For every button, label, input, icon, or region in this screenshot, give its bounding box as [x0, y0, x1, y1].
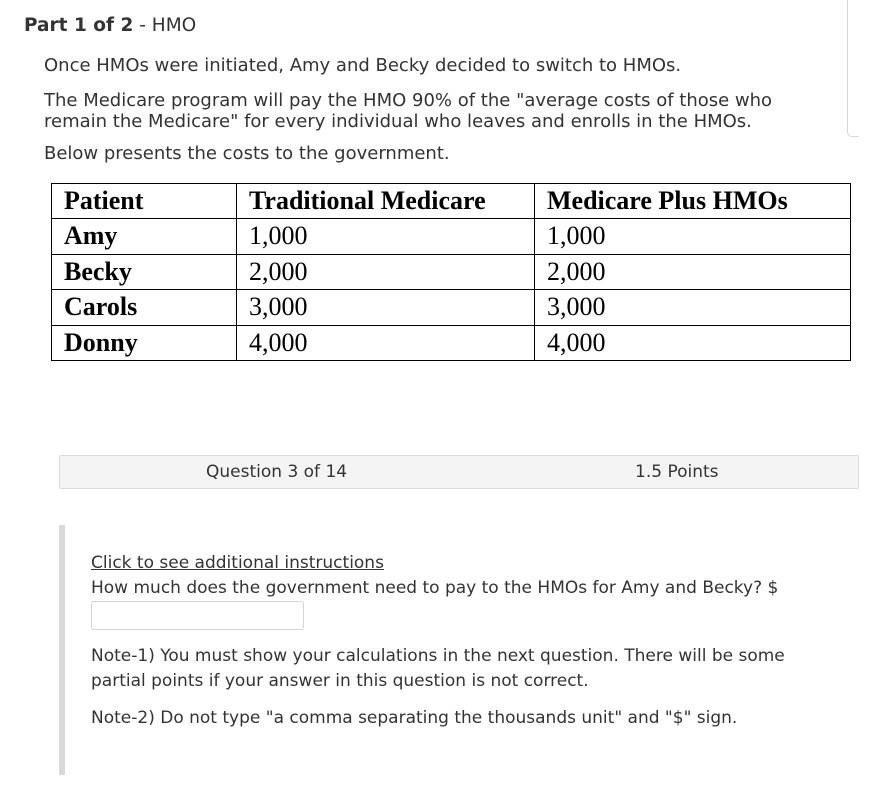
- hmo-cost: 1,000: [535, 219, 851, 255]
- question-body: [59, 525, 849, 775]
- patient-name: Amy: [52, 219, 237, 255]
- patient-name: Donny: [52, 325, 237, 361]
- table-row: [52, 254, 851, 290]
- note-1: Note-1) You must show your calculations in the next question. There will be some partial points if your answer in this question is not correct.: [91, 646, 785, 691]
- header-traditional-medicare: Traditional Medicare: [237, 184, 535, 219]
- question-header-bar: [59, 455, 859, 489]
- additional-instructions-link[interactable]: Click to see additional instructions: [91, 553, 384, 573]
- header-patient: Patient: [52, 184, 237, 219]
- cost-table: [51, 183, 851, 361]
- part-separator: -: [133, 15, 152, 36]
- part-label: Part 1 of 2: [24, 15, 134, 36]
- note-2: Note-2) Do not type "a comma separating the thousands unit" and "$" sign.: [91, 708, 738, 728]
- traditional-cost: 2,000: [237, 254, 535, 290]
- hmo-cost: 3,000: [535, 290, 851, 326]
- traditional-cost: 4,000: [237, 325, 535, 361]
- hmo-cost: 4,000: [535, 325, 851, 361]
- table-header-row: [52, 184, 851, 219]
- intro-paragraph-1: Once HMOs were initiated, Amy and Becky decided to switch to HMOs.: [44, 55, 682, 76]
- header-medicare-plus-hmos: Medicare Plus HMOs: [535, 184, 851, 219]
- hmo-cost: 2,000: [535, 254, 851, 290]
- scroll-panel-edge: [847, 0, 859, 137]
- question-points: 1.5 Points: [635, 462, 719, 482]
- patient-name: Becky: [52, 254, 237, 290]
- intro-paragraph-2: The Medicare program will pay the HMO 90% of the "average costs of those who remain the Medicare" for every individual who leaves and enrolls in the HMOs.: [44, 90, 773, 132]
- traditional-cost: 3,000: [237, 290, 535, 326]
- table-row: [52, 219, 851, 255]
- answer-input[interactable]: [91, 601, 304, 630]
- intro-paragraph-3: Below presents the costs to the government.: [44, 143, 450, 164]
- question-number: Question 3 of 14: [206, 462, 348, 482]
- table-row: [52, 290, 851, 326]
- question-prompt: How much does the government need to pay to the HMOs for Amy and Becky? $: [91, 578, 779, 598]
- patient-name: Carols: [52, 290, 237, 326]
- table-row: [52, 325, 851, 361]
- part-title: HMO: [151, 15, 197, 36]
- part-header: [24, 15, 196, 36]
- traditional-cost: 1,000: [237, 219, 535, 255]
